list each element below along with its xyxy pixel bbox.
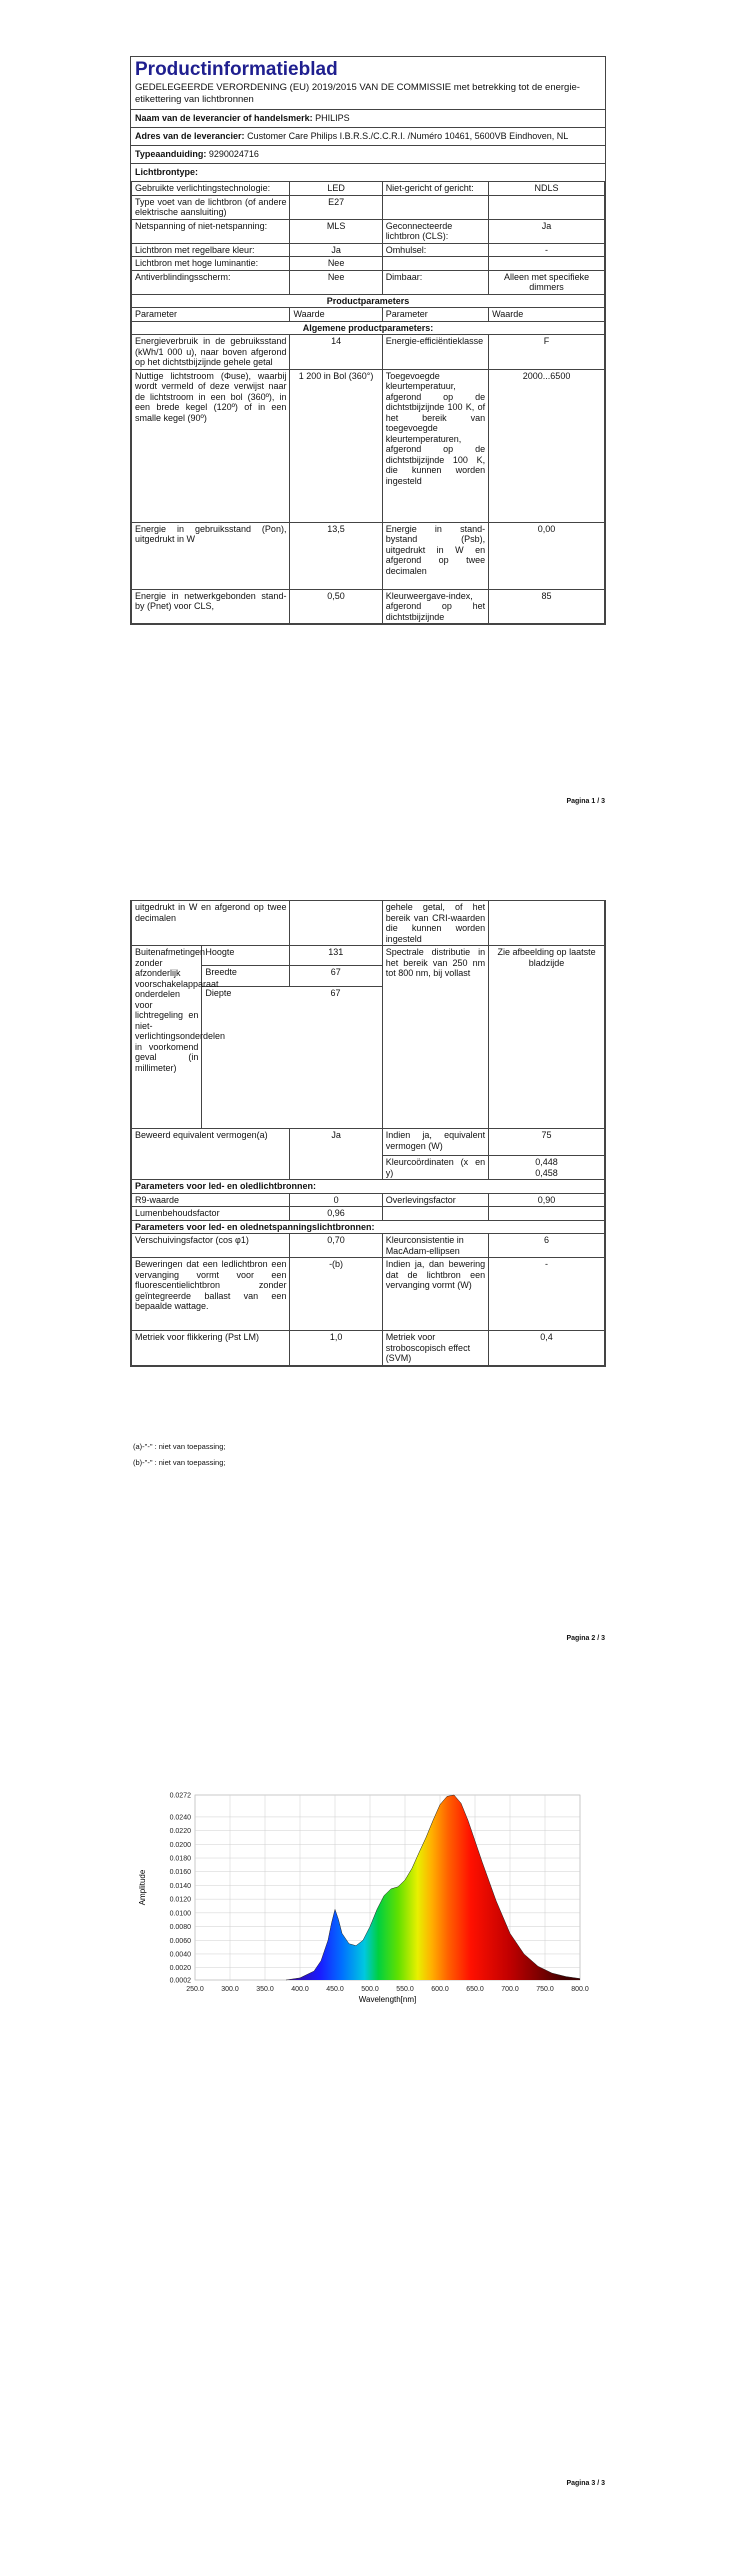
y-tick-label: 0.0140 [169, 1882, 191, 1890]
table-row [132, 321, 605, 335]
cell-label: R9-waarde [132, 1193, 290, 1207]
y-tick-label: 0.0180 [169, 1855, 191, 1863]
cell-value: 0 [290, 1193, 382, 1207]
cell-label: Lichtbron met hoge luminantie: [132, 257, 290, 271]
table-row [132, 1207, 605, 1221]
cell-label: Lumenbehoudsfactor [132, 1207, 290, 1221]
cell-value [489, 1156, 605, 1180]
cell-value: - [489, 1258, 605, 1331]
x-tick-label: 600.0 [431, 1986, 449, 1993]
cell-label: Metriek voor stroboscopisch effect (SVM) [382, 1331, 488, 1366]
cell-value: 6 [489, 1234, 605, 1258]
section-header: Algemene productparameters: [132, 321, 605, 335]
footnote-a: (a)-"-" : niet van toepassing; [133, 1442, 226, 1451]
cell-label: Spectrale distributie in het bereik van 250 nm tot 800 nm, bij vollast [382, 946, 488, 1129]
dim-value: 67 [289, 966, 381, 987]
cell-value: Nee [290, 270, 382, 294]
column-header: Waarde [290, 308, 382, 322]
cell-label: Verschuivingsfactor (cos φ1) [132, 1234, 290, 1258]
cell-label: Energie-efficiëntieklasse [382, 335, 488, 370]
dim-key: Diepte [202, 986, 289, 1006]
cell-value: Nee [290, 257, 382, 271]
section-header: Productparameters [132, 294, 605, 308]
cell-label: Kleurweergave-index, afgerond op het dichtstbijzijnde [382, 589, 488, 624]
cell-label: Gebruikte verlichtingstechnologie: [132, 182, 290, 196]
cell-value: Ja [489, 219, 605, 243]
cell-label: Lichtbron met regelbare kleur: [132, 243, 290, 257]
spectral-chart [125, 1785, 605, 2015]
cell-value: -(b) [290, 1258, 382, 1331]
cell-label: Energieverbruik in de gebruiksstand (kWh/1 000 u), naar boven afgerond op het dichtstbijzijnde gehele getal [132, 335, 290, 370]
dim-value: 67 [289, 986, 381, 1006]
y-tick-label: 0.0240 [169, 1814, 191, 1822]
dim-key: Hoogte [202, 946, 289, 966]
x-tick-label: 450.0 [326, 1986, 344, 1993]
cell-label: Overlevingsfactor [382, 1193, 488, 1207]
cell-value: F [489, 335, 605, 370]
x-tick-label: 750.0 [536, 1986, 554, 1993]
table-row [132, 335, 605, 370]
cell-label: Geconnecteerde lichtbron (CLS): [382, 219, 488, 243]
cell-value: NDLS [489, 182, 605, 196]
cell-empty [489, 195, 605, 219]
table-row [132, 946, 382, 966]
cell-label: Energie in stand-bystand (Psb), uitgedrukt in W en afgerond op twee decimalen [382, 522, 488, 589]
cell-label: Niet-gericht of gericht: [382, 182, 488, 196]
cell-label [132, 1129, 290, 1180]
dimensions-cell [132, 946, 383, 1129]
cell-value: LED [290, 182, 382, 196]
y-tick-label: 0.0272 [169, 1792, 191, 1800]
dimensions-label: Buitenafmetingen zonder afzonderlijk voorschakelapparaat onderdelen voor lichtregeling en niet-verlichtingsonderdelen in voorkomend geval (in millimeter) [132, 946, 202, 1128]
column-header: Parameter [382, 308, 488, 322]
cell-empty [489, 901, 605, 946]
table-row [132, 1180, 605, 1194]
x-axis-label: Wavelength[nm] [358, 1995, 417, 2004]
supplier-name-row [131, 109, 605, 127]
cell-value: 2000...6500 [489, 369, 605, 522]
cell-label: Toegevoegde kleurtemperatuur, afgerond op de dichtstbijzijnde 100 K, of het bereik van toegevoegde kleurtemperaturen, afgerond op de dichtstbijzijnde 100 K, die kunnen worden ingesteld [382, 369, 488, 522]
cell-value: 85 [489, 589, 605, 624]
cell-value: MLS [290, 219, 382, 243]
page-number: Pagina 1 / 3 [566, 798, 605, 805]
y-tick-label: 0.0220 [169, 1828, 191, 1836]
table-row [132, 1220, 605, 1234]
product-sheet-continued [130, 900, 606, 1367]
lamptype-row [131, 163, 605, 181]
table-row [132, 946, 605, 1129]
table-row [132, 1258, 605, 1331]
table-row [132, 195, 605, 219]
cell-label: Energie in gebruiksstand (Pon), uitgedrukt in W [132, 522, 290, 589]
page-3 [0, 1700, 733, 2560]
dim-value: 131 [289, 946, 381, 966]
y-tick-label: 0.0060 [169, 1937, 191, 1945]
table-row [132, 219, 605, 243]
x-tick-label: 700.0 [501, 1986, 519, 1993]
cell-value: 75 [489, 1129, 605, 1156]
x-tick-label: 650.0 [466, 1986, 484, 1993]
cell-label: Type voet van de lichtbron (of andere elektrische aansluiting) [132, 195, 290, 219]
footnote-b: (b)-"-" : niet van toepassing; [133, 1458, 226, 1467]
y-tick-label: 0.0020 [169, 1965, 191, 1973]
page-2 [0, 850, 733, 1700]
cell-label: Kleurconsistentie in MacAdam-ellipsen [382, 1234, 488, 1258]
cell-label: Omhulsel: [382, 243, 488, 257]
supplier-address-value: Customer Care Philips I.B.R.S./C.C.R.I. /Numéro 10461, 5600VB Eindhoven, NL [247, 131, 569, 141]
equiv-label: Beweerd equivalent vermogen(a) [135, 1130, 268, 1140]
column-header: Parameter [132, 308, 290, 322]
table-header-row [132, 308, 605, 322]
cell-value: 0,90 [489, 1193, 605, 1207]
cell-value: 13,5 [290, 522, 382, 589]
table-row [132, 1331, 605, 1366]
cell-label: Netspanning of niet-netspanning: [132, 219, 290, 243]
dimensions-table [132, 946, 382, 1128]
x-tick-label: 300.0 [221, 1986, 239, 1993]
y-tick-label: 0.0002 [169, 1977, 191, 1985]
y-tick-label: 0.0200 [169, 1841, 191, 1849]
supplier-address-label: Adres van de leverancier: [135, 131, 245, 141]
supplier-address-row [131, 127, 605, 145]
cell-empty [382, 195, 488, 219]
cell-value: Ja [290, 243, 382, 257]
table-row [132, 1234, 605, 1258]
cell-empty [289, 1006, 381, 1128]
cell-empty [290, 901, 382, 946]
cell-label: Indien ja, dan bewering dat de lichtbron een vervanging vormt (W) [382, 1258, 488, 1331]
lamptype-table [131, 181, 605, 624]
table-row [132, 243, 605, 257]
page-number: Pagina 2 / 3 [566, 1635, 605, 1642]
chroma-x: 0,448 [535, 1157, 558, 1167]
dim-key: Breedte [202, 966, 289, 987]
cell-label: Kleurcoördinaten (x en y) [382, 1156, 488, 1180]
y-tick-label: 0.0100 [169, 1910, 191, 1918]
table-row [132, 901, 605, 946]
table-row [132, 589, 605, 624]
type-row [131, 145, 605, 163]
cell-label: gehele getal, of het bereik van CRI-waarden die kunnen worden ingesteld [382, 901, 488, 946]
section-header: Parameters voor led- en oledlichtbronnen: [132, 1180, 605, 1194]
x-tick-label: 500.0 [361, 1986, 379, 1993]
y-axis-label: Amplitude [138, 1869, 147, 1906]
cell-value: 0,4 [489, 1331, 605, 1366]
cell-empty [382, 257, 488, 271]
type-label: Typeaanduiding: [135, 149, 207, 159]
table-row [132, 270, 605, 294]
page-title: Productinformatieblad [135, 59, 338, 80]
x-tick-label: 400.0 [291, 1986, 309, 1993]
cell-empty [489, 1207, 605, 1221]
cell-label: Metriek voor flikkering (Pst LM) [132, 1331, 290, 1366]
chroma-y: 0,458 [535, 1167, 558, 1178]
cell-value: 1 200 in Bol (360°) [290, 369, 382, 522]
cell-value: 1,0 [290, 1331, 382, 1366]
cell-value: 0,00 [489, 522, 605, 589]
cell-label: uitgedrukt in W en afgerond op twee decimalen [132, 901, 290, 946]
cell-label: Indien ja, equivalent vermogen (W) [382, 1129, 488, 1156]
cell-label: Energie in netwerkgebonden stand-by (Pnet) voor CLS, [132, 589, 290, 624]
table-row [132, 294, 605, 308]
table-row [132, 182, 605, 196]
y-tick-label: 0.0160 [169, 1869, 191, 1877]
cell-value: E27 [290, 195, 382, 219]
cell-value: - [489, 243, 605, 257]
cell-value: 0,50 [290, 589, 382, 624]
column-header: Waarde [489, 308, 605, 322]
cell-value: Zie afbeelding op laatste bladzijde [489, 946, 605, 1129]
cell-value: Alleen met specifieke dimmers [489, 270, 605, 294]
type-value: 9290024716 [208, 149, 259, 159]
y-tick-label: 0.0120 [169, 1896, 191, 1904]
x-tick-label: 250.0 [186, 1986, 204, 1993]
spectral-chart-svg [125, 1785, 605, 2015]
lamptype-label: Lichtbrontype: [135, 167, 198, 177]
supplier-name-value: PHILIPS [315, 113, 350, 123]
params-table-continued [131, 900, 605, 1366]
cell-label: Nuttige lichtstroom (Φuse), waarbij wordt vermeld of deze verwijst naar de lichtstroom in een bol (360º), in een brede kegel (120º) of in een smalle kegel (90º) [132, 369, 290, 522]
product-sheet [130, 56, 606, 625]
table-row [132, 1193, 605, 1207]
y-tick-label: 0.0040 [169, 1951, 191, 1959]
x-tick-label: 800.0 [571, 1986, 589, 1993]
supplier-name-label: Naam van de leverancier of handelsmerk: [135, 113, 313, 123]
cell-label: Antiverblindingsscherm: [132, 270, 290, 294]
x-tick-label: 350.0 [256, 1986, 274, 1993]
x-tick-label: 550.0 [396, 1986, 414, 1993]
cell-value: Ja [290, 1129, 382, 1180]
regulation-subtitle: GEDELEGEERDE VERORDENING (EU) 2019/2015 VAN DE COMMISSIE met betrekking tot de energie-etikettering van lichtbronnen [135, 82, 580, 105]
cell-value: 14 [290, 335, 382, 370]
cell-empty [202, 1006, 289, 1128]
cell-label: Dimbaar: [382, 270, 488, 294]
table-row [132, 257, 605, 271]
page-1 [0, 0, 733, 850]
cell-value: 0,70 [290, 1234, 382, 1258]
table-row [132, 369, 605, 522]
cell-empty [489, 257, 605, 271]
page-number: Pagina 3 / 3 [566, 2480, 605, 2487]
table-row [132, 522, 605, 589]
cell-value: 0,96 [290, 1207, 382, 1221]
table-row [132, 1129, 605, 1156]
cell-empty [382, 1207, 488, 1221]
y-tick-label: 0.0080 [169, 1924, 191, 1932]
section-header: Parameters voor led- en olednetspanningslichtbronnen: [132, 1220, 605, 1234]
cell-label: Beweringen dat een ledlichtbron een vervanging vormt voor een fluorescentielichtbron zonder geïntegreerde ballast van een bepaalde wattage. [132, 1258, 290, 1331]
